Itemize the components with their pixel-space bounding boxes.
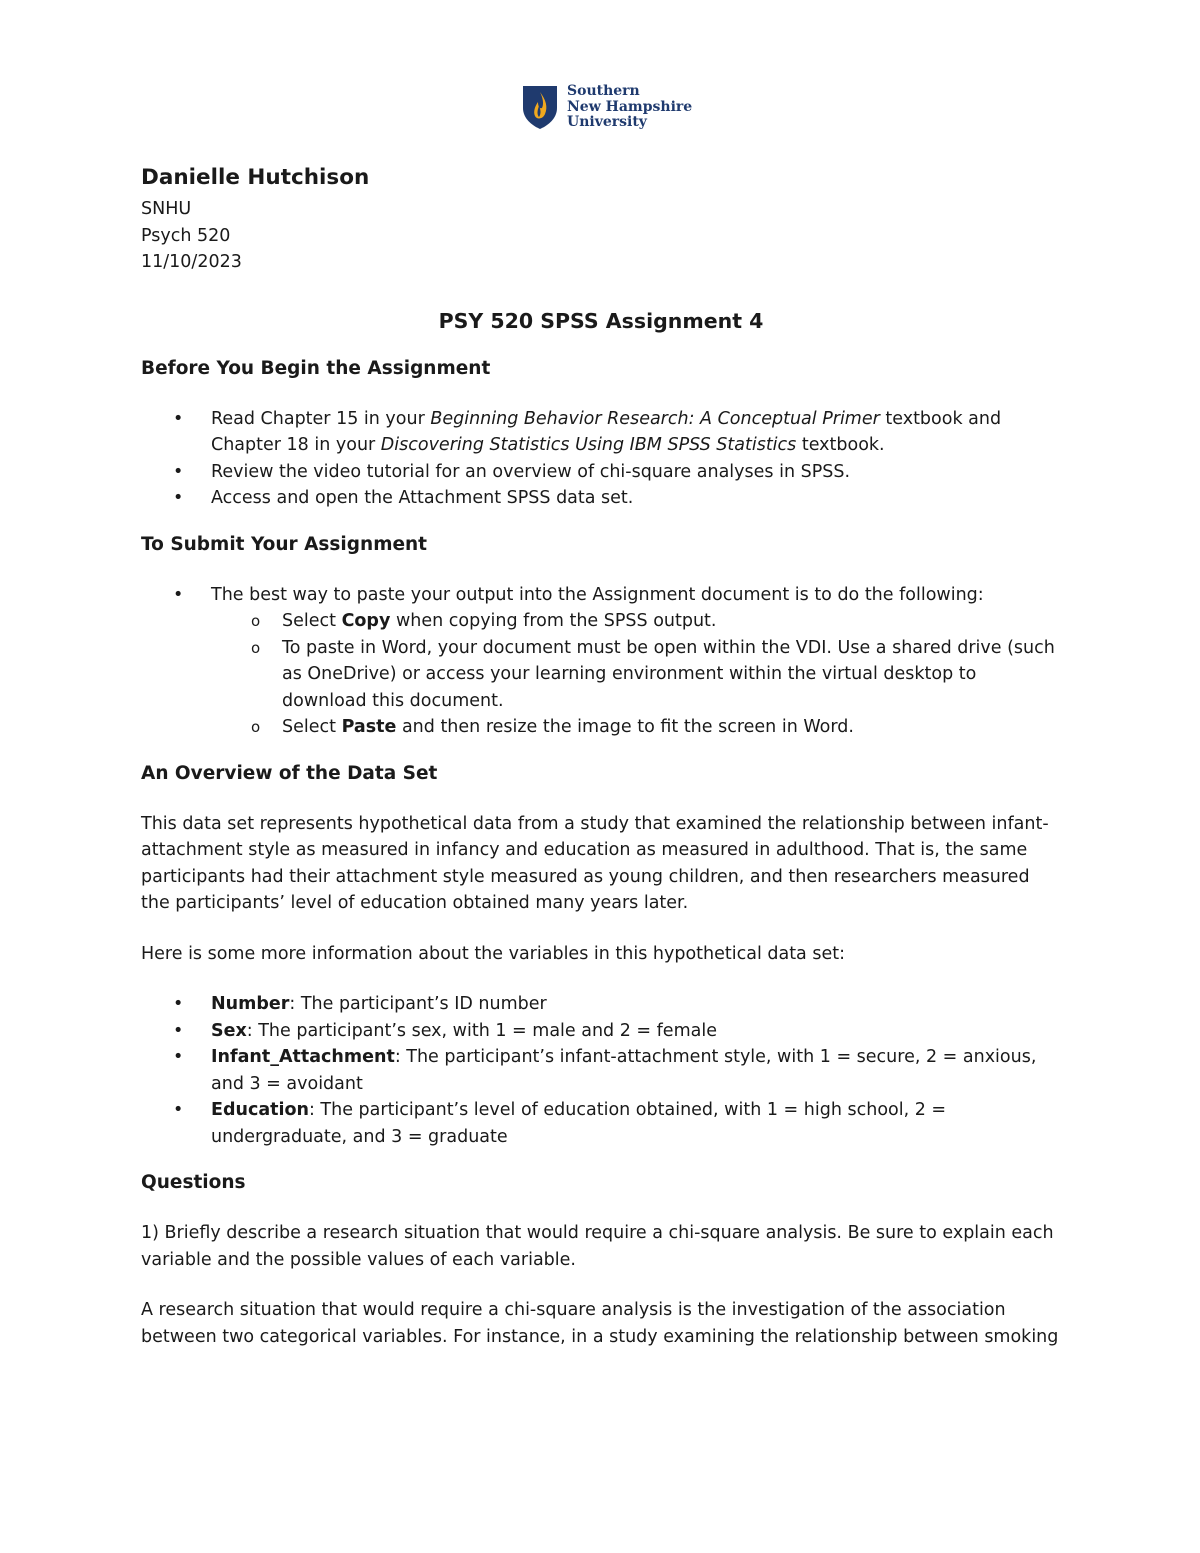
author-name: Danielle Hutchison [141, 165, 370, 190]
university-logo [521, 83, 693, 134]
logo-line: New Hampshire [567, 98, 693, 115]
logo-wordmark [567, 84, 692, 131]
variables-intro: Here is some more information about the variables in this hypothetical data set: [141, 943, 845, 964]
meta-course: Psych 520 [141, 225, 231, 246]
submit-sublist [141, 608, 1061, 741]
bullet-icon: • [173, 584, 184, 605]
list-item: • Access and open the Attachment SPSS data set. [141, 485, 1061, 512]
meta-date: 11/10/2023 [141, 252, 242, 272]
variable-item: • Sex: The participant’s sex, with 1 = male and 2 = female [141, 1018, 1061, 1045]
answer-1: A research situation that would require a chi-square analysis is the investigation of the association between two categorical variables. For instance, in a study examining the relationship between smoking [141, 1300, 1059, 1347]
bullet-icon: • [173, 461, 184, 482]
logo-line: University [567, 114, 647, 130]
section-heading-before: Before You Begin the Assignment [141, 357, 491, 379]
circle-bullet-icon: o [251, 612, 261, 630]
variable-item: • Number: The participant’s ID number [141, 991, 1061, 1018]
variable-item: • Education: The participant’s level of education obtained, with 1 = high school, 2 = undergraduate, and 3 = graduate [141, 1097, 1061, 1150]
logo-line: Southern [567, 83, 640, 99]
variable-item: • Infant_Attachment: The participant’s infant-attachment style, with 1 = secure, 2 = anxious, and 3 = avoidant [141, 1044, 1061, 1097]
bullet-icon: • [173, 994, 184, 1014]
page-title: PSY 520 SPSS Assignment 4 [438, 308, 764, 333]
variables-list [141, 991, 1061, 1150]
circle-bullet-icon: o [251, 638, 261, 657]
bullet-icon: • [173, 1100, 184, 1120]
meta-institution: SNHU [141, 199, 192, 219]
submit-list [141, 582, 1061, 609]
bullet-icon: • [173, 1047, 184, 1067]
bullet-icon: • [173, 408, 184, 429]
overview-paragraph: This data set represents hypothetical data from a study that examined the relationship between infant-attachment style as measured in infancy and education as measured in adulthood. That is, the same participants had their attachment style measured as young children, and then researchers measured the participants’ level of education obtained many years later. [141, 813, 1049, 913]
section-heading-overview: An Overview of the Data Set [141, 762, 438, 784]
document-body [141, 160, 1061, 1350]
sublist-item: o To paste in Word, your document must be open within the VDI. Use a shared drive (such as OneDrive) or access your learning environment within the virtual desktop to download this document. [141, 635, 1061, 715]
shield-flame-icon [521, 84, 559, 130]
section-heading-questions: Questions [141, 1172, 246, 1193]
before-list [141, 406, 1061, 512]
list-item: • Read Chapter 15 in your Beginning Behavior Research: A Conceptual Primer textbook and Chapter 18 in your Discovering Statistics Using IBM SPSS Statistics textbook. [141, 406, 1061, 459]
sublist-item: o Select Paste and then resize the image to fit the screen in Word. [141, 714, 1061, 741]
bullet-icon: • [173, 1020, 184, 1041]
circle-bullet-icon: o [251, 718, 261, 736]
bullet-icon: • [173, 488, 184, 508]
list-item: • The best way to paste your output into the Assignment document is to do the following: [141, 582, 1061, 609]
question-1: 1) Briefly describe a research situation that would require a chi-square analysis. Be sure to explain each variable and the possible values of each variable. [141, 1223, 1054, 1270]
section-heading-submit: To Submit Your Assignment [141, 533, 428, 555]
list-item: • Review the video tutorial for an overview of chi-square analyses in SPSS. [141, 459, 1061, 486]
sublist-item: o Select Copy when copying from the SPSS output. [141, 608, 1061, 635]
